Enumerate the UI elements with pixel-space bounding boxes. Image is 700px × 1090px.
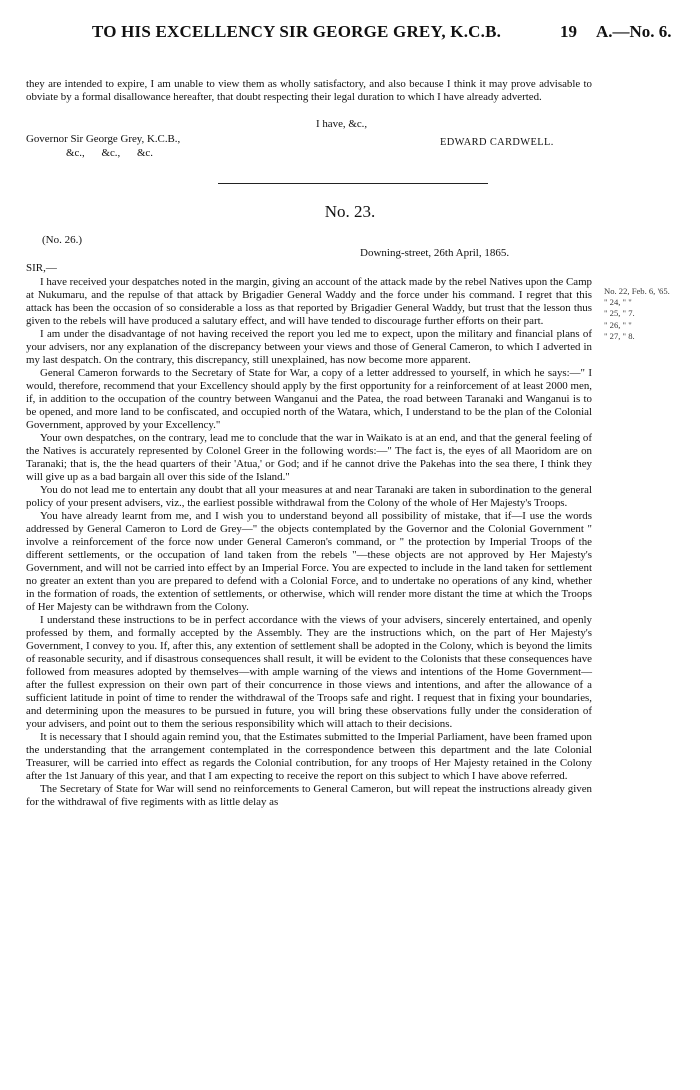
carryover-text: they are intended to expire, I am unable to view them as wholly satisfactory, and also because I think it may prove advisable to obviate by a formal disallowance hereafter, that doubt respecting their legal duration to which I have already adverted. xyxy=(26,78,592,103)
body-paragraph: You do not lead me to entertain any doubt that all your measures at and near Taranaki are taken in subordination to the general policy of your present advisers, viz., the earliest possible withdrawal from the Colony of the whole of Her Majesty's Troops. xyxy=(26,484,592,509)
running-title: TO HIS EXCELLENCY SIR GEORGE GREY, K.C.B. xyxy=(92,22,502,41)
margin-note: No. 22, Feb. 6, '65. xyxy=(604,286,670,296)
salutation: SIR,— xyxy=(26,262,57,274)
sessional-reference: A.—No. 6. xyxy=(596,22,672,41)
recipient: Governor Sir George Grey, K.C.B., xyxy=(26,133,181,145)
page-number: 19 xyxy=(560,22,577,41)
dateline: Downing-street, 26th April, 1865. xyxy=(360,247,510,259)
letter-body xyxy=(26,276,592,809)
recipient-etc: &c., &c., &c. xyxy=(66,147,153,159)
signoff: I have, &c., xyxy=(316,118,368,130)
carryover-paragraph xyxy=(26,78,592,104)
body-paragraph: It is necessary that I should again remind you, that the Estimates submitted to the Imperial Parliament, have been framed upon the understanding that the arrangement contemplated in the correspondence between this department and the late Colonial Treasurer, will be carried into effect as regards the Colonial contribution, for any troops of Her Majesty retained in the Colony after the 1st January of this year, and that I am expecting to receive the report on this subject to which I have above referred. xyxy=(26,731,592,782)
margin-note: " 25, " 7. xyxy=(604,308,635,319)
margin-note: " 24, " " xyxy=(604,297,632,308)
despatch-number: (No. 26.) xyxy=(42,234,83,246)
body-paragraph: I understand these instructions to be in perfect accordance with the views of your advisers, sincerely entertained, and openly professed by them, and formally accepted by the Assembly. They are the instructions which, on the part of Her Majesty's Government, I convey to you. If, after this, any extention of settlement shall be adopted in the Colony, which is beyond the limits of reasonable security, and if disastrous consequences shall result, it will be evident to the Colonists that these consequences have followed from measures adopted by themselves—with ample warning of the views and intentions of the Home Government—after the fullest expression on their own part of their concurrence in those views and intentions, and after the allowance of a sufficient latitude in point of time to render the withdrawal of the Troops safe and right. I request that in fixing your boundaries, and determining upon the measures to be pursued in future, you will bring these observations fully under the consideration of your advisers, and point out to them the serious responsibility which will attach to their decisions. xyxy=(26,614,592,730)
sender-signature: EDWARD CARDWELL. xyxy=(440,137,554,148)
section-divider xyxy=(218,183,488,184)
margin-notes xyxy=(604,286,696,342)
body-paragraph: You have already learnt from me, and I wish you to understand beyond all possibility of mistake, that if—I use the words addressed by General Cameron to Lord de Grey—" the objects contemplated by the Governor and the Colonial Government " involve a reinforcement of the force now under General Cameron's command, or " the protection by Imperial Troops of the different settlements, or the occupation of land taken from the rebels "—these objects are not approved by Her Majesty's Government, and will not be carried into effect by an Imperial Force. You are expected to include in the land taken for settlement no greater an extent than you are prepared to defend with a Colonial Force, and to undertake no operations of any kind, whether in the formation of roads, the extention of settlements, or otherwise, which will render more distant the time at which the Troops of Her Majesty can be withdrawn from the Colony. xyxy=(26,510,592,613)
body-paragraph: I have received your despatches noted in the margin, giving an account of the attack made by the rebel Natives upon the Camp at Nukumaru, and the repulse of that attack by Brigadier General Waddy and the force under his command. I regret that this attack has been the occasion of so considerable a loss as that reported by Brigadier General Waddy, but trust that the lesson thus given to the rebels will have produced a salutary effect, and will have tended to discourage further efforts on their part. xyxy=(26,276,592,327)
margin-note: " 26, " " xyxy=(604,319,632,330)
body-paragraph: General Cameron forwards to the Secretary of State for War, a copy of a letter addressed to yourself, in which he says:—" I would, therefore, recommend that your Excellency should apply by the first opportunity for a reinforcement of at least 2000 men, if, in addition to the occupation of the country between Wanganui and the Patea, the road between Taranaki and Wanganui is to be opened, and more land to be confiscated, and occupied north of the Watara, which, I understand to be the plan of the Colonial Government, approved by your Excellency." xyxy=(26,367,592,431)
body-paragraph: I am under the disadvantage of not having received the report you led me to expect, upon the military and financial plans of your advisers, nor any explanation of the discrepancy between your views and those of General Cameron, to which I adverted in my last despatch. On the contrary, this discrepancy, still unexplained, has now become more apparent. xyxy=(26,328,592,366)
document-number: No. 23. xyxy=(324,202,376,221)
running-head xyxy=(0,22,700,44)
body-paragraph: Your own despatches, on the contrary, lead me to conclude that the war in Waikato is at an end, and that the general feeling of the Natives is accurately represented by Colonel Greer in the following words:—" The fact is, the eyes of all Maoridom are on Taranaki; that is, the the head quarters of their 'Atua,' or God; and if he cannot drive the Pakehas into the sea there, I think they will give up as a bad bargain all over this side of the Island." xyxy=(26,432,592,483)
margin-note: " 27, " 8. xyxy=(604,330,635,341)
body-paragraph: The Secretary of State for War will send no reinforcements to General Cameron, but will repeat the instructions already given for the withdrawal of five regiments with as little delay as xyxy=(26,783,592,808)
